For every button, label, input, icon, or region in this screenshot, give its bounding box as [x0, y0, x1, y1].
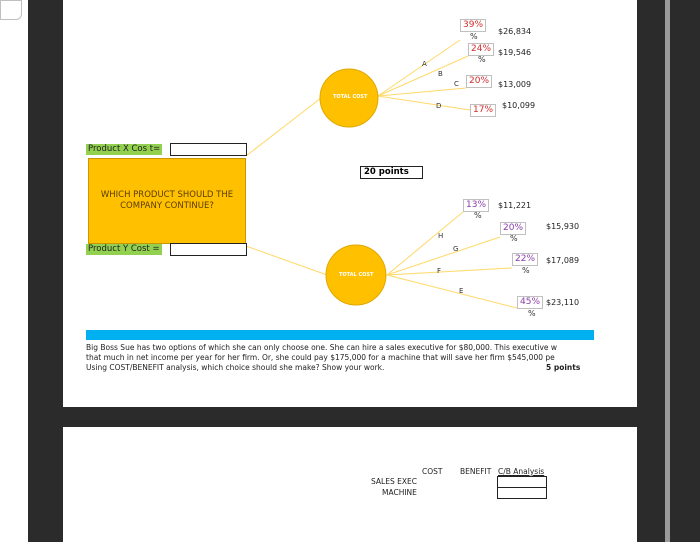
amount-a: $26,834: [498, 27, 532, 36]
question2-line2: that much in net income per year for her firm. Or, she could pay $175,000 for a machine that will save her firm $545,000 pe: [86, 353, 555, 362]
branch-letter-h: H: [438, 232, 444, 240]
amount-h: $11,221: [498, 201, 532, 210]
pct-g-symbol: %: [510, 234, 518, 243]
col-cb-analysis: C/B Analysis: [498, 467, 545, 476]
bottom-node-label: TOTAL COST: [339, 272, 374, 278]
question2-line3: Using COST/BENEFIT analysis, which choice should she make? Show your work.: [86, 363, 385, 372]
pct-a-symbol: %: [470, 32, 478, 41]
branch-letter-e: E: [459, 287, 464, 295]
product-x-label: Product X Cos t=: [88, 144, 161, 154]
col-benefit: BENEFIT: [460, 467, 492, 476]
amount-e: $23,110: [546, 298, 580, 307]
pct-f-symbol: %: [522, 266, 530, 275]
pct-b-symbol: %: [478, 55, 486, 64]
product-y-label: Product Y Cost =: [88, 244, 160, 254]
pct-e-symbol: %: [528, 309, 536, 318]
branch-letter-a: A: [422, 60, 427, 68]
amount-d: $10,099: [502, 101, 536, 110]
question2-line1: Big Boss Sue has two options of which she can only choose one. She can hire a sales executive for $80,000. This executive w: [86, 343, 558, 352]
pct-g: 20%: [500, 222, 526, 235]
branch-letter-d: D: [436, 102, 442, 110]
row-sales-exec: SALES EXEC: [371, 477, 417, 486]
pct-h: 13%: [463, 199, 489, 212]
cb-input-machine[interactable]: [497, 487, 547, 499]
branch-letter-c: C: [454, 80, 459, 88]
pct-c: 20%: [466, 75, 492, 88]
pct-d: 17%: [470, 104, 496, 117]
amount-b: $19,546: [498, 48, 532, 57]
section-divider-bar: [86, 330, 594, 340]
question-box: [88, 158, 246, 244]
pct-h-symbol: %: [474, 211, 482, 220]
pct-e: 45%: [517, 296, 543, 309]
page-2: [63, 427, 637, 542]
branch-letter-b: B: [438, 70, 443, 78]
question-text: WHICH PRODUCT SHOULD THE COMPANY CONTINUE?: [100, 190, 234, 211]
amount-g: $15,930: [546, 222, 580, 231]
amount-c: $13,009: [498, 80, 532, 89]
pct-b: 24%: [468, 43, 494, 56]
product-y-cost-input[interactable]: [170, 243, 247, 256]
product-x-cost-input[interactable]: [170, 143, 247, 156]
pct-a: 39%: [460, 19, 486, 32]
points-badge: 20 points: [360, 166, 423, 179]
question2-points: 5 points: [546, 363, 581, 372]
branch-letter-g: G: [453, 245, 459, 253]
pct-f: 22%: [512, 253, 538, 266]
row-machine: MACHINE: [382, 488, 417, 497]
amount-f: $17,089: [546, 256, 580, 265]
col-cost: COST: [422, 467, 443, 476]
branch-letter-f: F: [437, 267, 442, 275]
top-node-label: TOTAL COST: [333, 94, 368, 100]
